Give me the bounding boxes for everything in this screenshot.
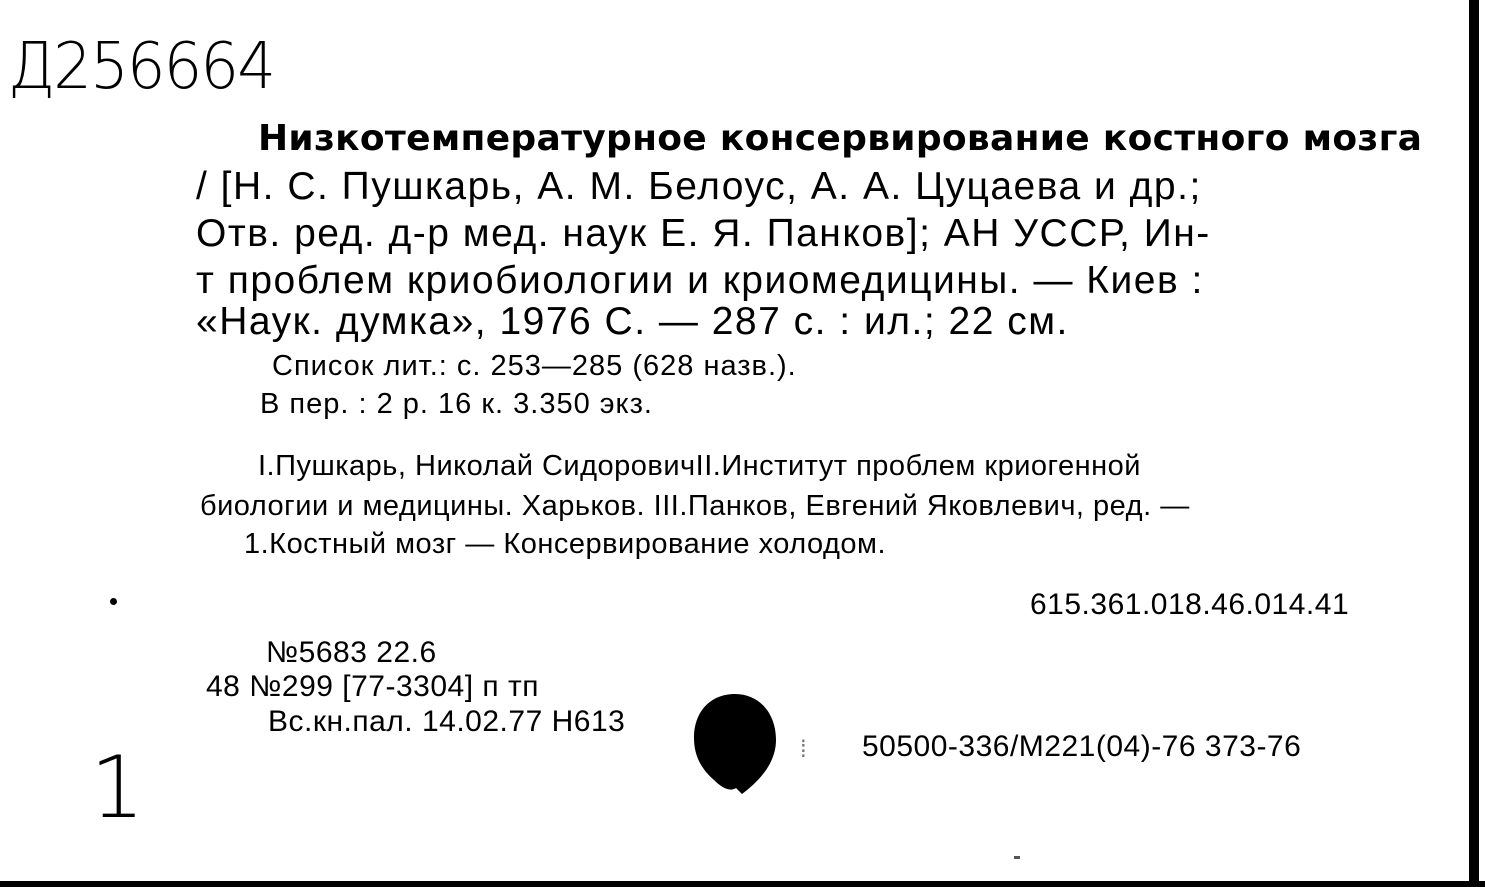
accession-number: Д256664	[8, 30, 274, 104]
faded-mark-icon: ⁞	[800, 736, 807, 763]
description-line: Отв. ред. д-р мед. наук Е. Я. Панков]; АН УССР, Ин-	[196, 212, 1211, 255]
card-title: Низкотемпературное консервирование костного мозга	[258, 118, 1423, 159]
paper-speck	[1014, 856, 1020, 859]
meta-line: 48 №299 [77-3304] п тп	[206, 670, 539, 703]
description-line: / [Н. С. Пушкарь, А. М. Белоус, А. А. Цуцаева и др.;	[196, 165, 1202, 208]
description-line: т проблем криобиологии и криомедицины. — Киев :	[196, 259, 1204, 302]
description-line: «Наук. думка», 1976 С. — 287 с. : ил.; 22 см.	[196, 300, 1069, 343]
price-note: В пер. : 2 р. 16 к. 3.350 экз.	[260, 388, 653, 420]
catalog-index-line: 50500-336/М221(04)-76 373-76	[862, 730, 1302, 763]
ink-dot	[110, 598, 117, 605]
tracing-line: I.Пушкарь, Николай СидоровичII.Институт проблем криогенной	[258, 450, 1141, 482]
tracing-line: биологии и медицины. Харьков. III.Панков, Евгений Яковлевич, ред. —	[200, 490, 1190, 522]
meta-line: №5683 22.6	[266, 636, 437, 669]
bibliography-note: Список лит.: с. 253—285 (628 назв.).	[272, 350, 797, 382]
drawer-number: 1	[90, 738, 145, 838]
card-right-edge-line	[1469, 0, 1471, 887]
card-bottom-edge	[0, 881, 1485, 887]
udc-classification: 615.361.018.46.014.41	[1030, 588, 1350, 621]
card-right-edge	[1471, 0, 1479, 887]
meta-line: Вс.кн.пал. 14.02.77 Н613	[268, 705, 626, 738]
tracing-line: 1.Костный мозг — Консервирование холодом.	[244, 528, 887, 560]
punch-hole	[692, 692, 778, 796]
